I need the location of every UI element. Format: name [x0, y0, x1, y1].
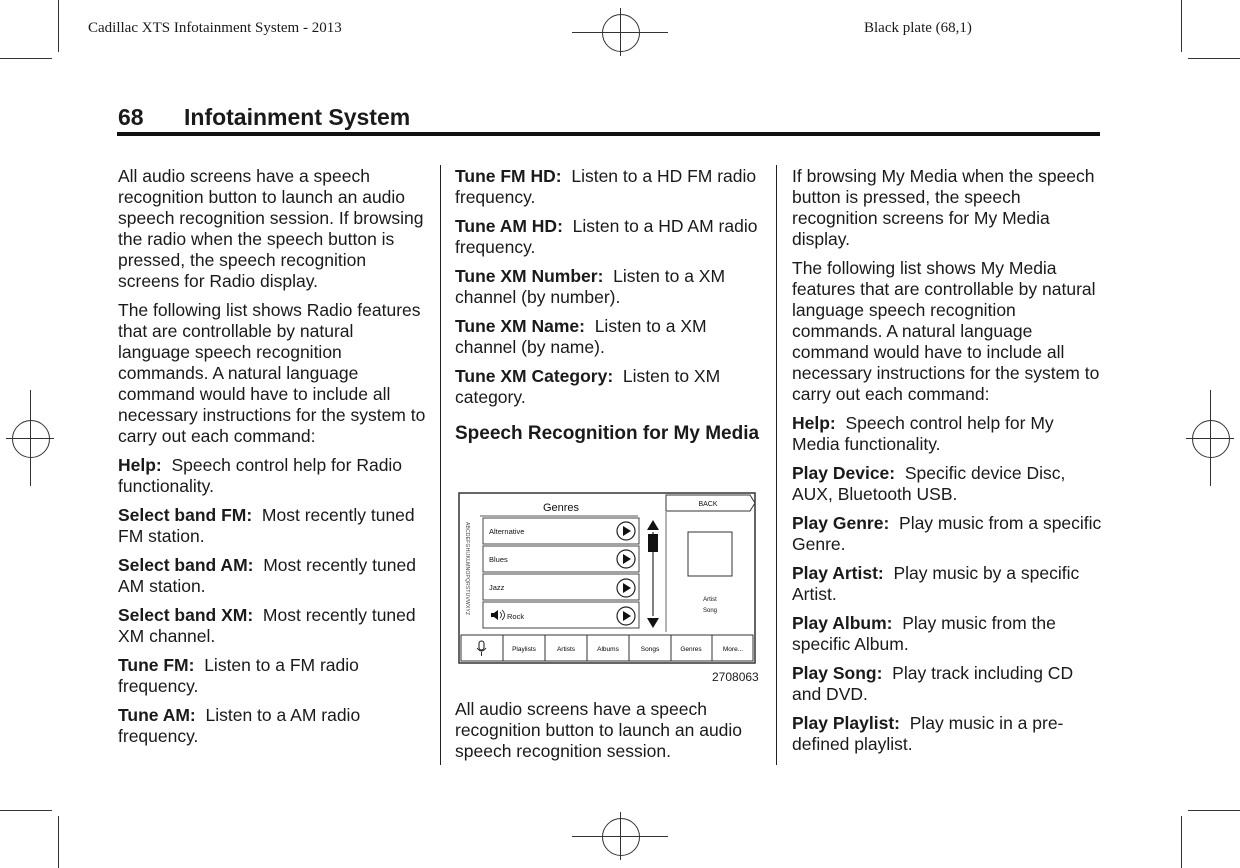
description: Play music by a specific Artist.: [792, 563, 1080, 604]
paragraph: If browsing My Media when the speech button is pressed, the speech recognition screens for My Media display.: [792, 166, 1095, 249]
column-1: [118, 166, 430, 755]
genre-label: Alternative: [489, 527, 525, 536]
header-slug-right: Black plate (68,1): [864, 20, 972, 36]
term: Select band XM:: [118, 605, 254, 625]
list-item[interactable]: [483, 518, 639, 544]
term: Select band AM:: [118, 555, 254, 575]
trim-mark: [1181, 0, 1182, 52]
definition-item: [118, 605, 430, 647]
tab-artists[interactable]: [545, 635, 587, 661]
term: Tune AM HD:: [455, 216, 563, 236]
column-separator: [776, 165, 777, 765]
description: Play music from a specific Genre.: [792, 513, 1102, 554]
term: Play Song:: [792, 663, 883, 683]
column-separator: [440, 165, 441, 765]
genre-label: Jazz: [489, 583, 505, 592]
description: Most recently tuned AM station.: [118, 555, 416, 596]
definition-item: [118, 655, 430, 697]
description: Listen to XM category.: [455, 366, 721, 407]
alpha-index[interactable]: ABCDEFGHIJKLMNOPQRSTUVWXYZ: [464, 522, 470, 616]
tab-label: Playlists: [512, 646, 536, 653]
column-3: [792, 166, 1104, 763]
paragraph: The following list shows Radio features that are controllable by natural language speech recognition commands. A natural language command would have to include all necessary instructions for the system to carry out each command:: [118, 300, 426, 446]
screen-title: Genres: [542, 502, 580, 514]
tab-label: Genres: [680, 646, 702, 653]
definition-item: [792, 513, 1104, 555]
tab-label: Songs: [640, 646, 660, 653]
tab-more[interactable]: [712, 635, 753, 661]
term: Tune XM Number:: [455, 266, 604, 286]
definition-item: [455, 366, 765, 408]
term: Play Album:: [792, 613, 893, 633]
description: Play music from the specific Album.: [792, 613, 1056, 654]
registration-mark: [6, 390, 54, 486]
back-button-label: BACK: [698, 501, 718, 508]
term: Select band FM:: [118, 505, 253, 525]
paragraph: All audio screens have a speech recognition button to launch an audio speech recognition session. If browsing the radio when the speech button is pressed, the speech recognition screens for Radio display.: [118, 166, 424, 291]
description: Most recently tuned FM station.: [118, 505, 415, 546]
trim-mark: [1188, 810, 1240, 811]
list-item[interactable]: [483, 602, 639, 628]
definition-item: [792, 663, 1104, 705]
microphone-button[interactable]: [461, 635, 503, 661]
tab-songs[interactable]: [629, 635, 671, 661]
figure-id: 2708063: [712, 670, 759, 684]
now-playing-artist: Artist: [703, 597, 717, 603]
registration-mark: [572, 812, 668, 860]
term: Play Playlist:: [792, 713, 900, 733]
tab-genres[interactable]: [671, 635, 712, 661]
term: Tune FM:: [118, 655, 195, 675]
trim-mark: [58, 816, 59, 868]
genre-label: Blues: [489, 555, 508, 564]
my-media-screen-figure: [458, 492, 756, 664]
description: Most recently tuned XM channel.: [118, 605, 416, 646]
term: Play Artist:: [792, 563, 884, 583]
term: Tune AM:: [118, 705, 196, 725]
description: Play track including CD and DVD.: [792, 663, 1074, 704]
paragraph: The following list shows My Media features that are controllable by natural language speech recognition commands. A natural language command would have to include all necessary instructions for the system to carry out each command:: [792, 258, 1100, 404]
term: Tune XM Category:: [455, 366, 614, 386]
list-item[interactable]: [483, 574, 639, 600]
trim-mark: [1181, 816, 1182, 868]
definition-item: [118, 505, 430, 547]
description: Listen to a HD AM radio frequency.: [455, 216, 758, 257]
tab-label: More...: [722, 646, 744, 653]
list-item[interactable]: [483, 546, 639, 572]
section-heading: Speech Recognition for My Media: [455, 423, 760, 444]
definition-item: [792, 613, 1104, 655]
page-title: [118, 104, 410, 131]
header-slug-left: Cadillac XTS Infotainment System - 2013: [88, 20, 342, 36]
description: Listen to a HD FM radio frequency.: [455, 166, 757, 207]
registration-mark: [1186, 390, 1234, 486]
tab-playlists[interactable]: [503, 635, 545, 661]
description: Specific device Disc, AUX, Bluetooth USB.: [792, 463, 1066, 504]
definition-item: [455, 166, 765, 208]
tab-label: Artists: [556, 646, 576, 653]
paragraph: All audio screens have a speech recognition button to launch an audio speech recognition session.: [455, 699, 743, 761]
definition-item: [455, 216, 765, 258]
definition-item: [118, 455, 430, 497]
definition-item: [455, 266, 765, 308]
registration-mark: [572, 8, 668, 56]
trim-mark: [0, 58, 52, 59]
definition-item: [792, 713, 1104, 755]
definition-item: [792, 413, 1104, 455]
term: Help:: [792, 413, 836, 433]
term: Tune XM Name:: [455, 316, 585, 336]
description: Listen to a AM radio frequency.: [118, 705, 361, 746]
definition-item: [118, 555, 430, 597]
description: Listen to a XM channel (by number).: [455, 266, 726, 307]
trim-mark: [1188, 58, 1240, 59]
scroll-thumb[interactable]: [648, 534, 658, 552]
term: Play Genre:: [792, 513, 890, 533]
term: Help:: [118, 455, 162, 475]
description: Listen to a XM channel (by name).: [455, 316, 707, 357]
microphone-icon: [479, 641, 484, 650]
tab-albums[interactable]: [587, 635, 629, 661]
description: Speech control help for Radio functionality.: [118, 455, 403, 496]
tab-label: Albums: [597, 646, 619, 653]
page-number: 68: [118, 104, 144, 130]
description: Speech control help for My Media functionality.: [792, 413, 1054, 454]
genre-label: Rock: [507, 612, 525, 621]
description: Play music in a pre-defined playlist.: [792, 713, 1064, 754]
term: Tune FM HD:: [455, 166, 562, 186]
definition-item: [118, 705, 430, 747]
title-rule: [117, 132, 1100, 136]
trim-mark: [58, 0, 59, 52]
trim-mark: [0, 810, 52, 811]
term: Play Device:: [792, 463, 896, 483]
album-art: [688, 532, 732, 576]
definition-item: [455, 316, 765, 358]
description: Listen to a FM radio frequency.: [118, 655, 359, 696]
definition-item: [792, 563, 1104, 605]
now-playing-song: Song: [702, 608, 718, 614]
chapter-title: Infotainment System: [184, 104, 411, 130]
definition-item: [792, 463, 1104, 505]
